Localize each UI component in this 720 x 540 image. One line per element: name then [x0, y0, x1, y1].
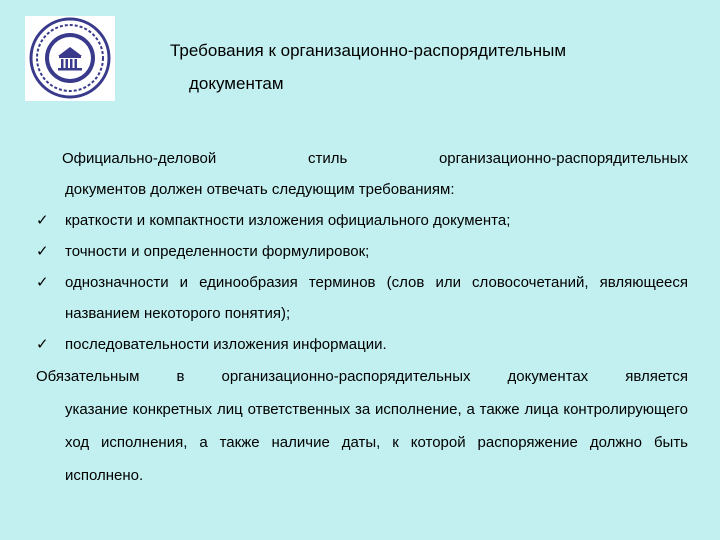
closing-paragraph [36, 360, 688, 492]
list-item [36, 236, 688, 267]
list-item-text: последовательности изложения информации. [65, 336, 387, 353]
list-item [36, 329, 688, 360]
university-seal-icon [25, 16, 115, 101]
title-line-2: документам [189, 74, 284, 93]
checkmark-icon: ✓ [36, 336, 49, 353]
list-item-text: точности и определенности формулировок; [65, 243, 370, 260]
checkmark-icon: ✓ [36, 274, 49, 291]
list-item [36, 205, 688, 236]
list-item [36, 267, 688, 329]
title-line-1: Требования к организационно-распорядительным [170, 41, 567, 60]
logo [25, 16, 115, 101]
document-body [36, 143, 688, 492]
checkmark-icon: ✓ [36, 243, 49, 260]
requirements-list [36, 205, 688, 360]
page-title [170, 34, 566, 100]
checkmark-icon: ✓ [36, 212, 49, 229]
intro-first-line: Официально-деловой стиль организационно-распорядительных [62, 150, 688, 167]
list-item-text: краткости и компактности изложения официального документа; [65, 212, 511, 229]
closing-first-line: Обязательным в организационно-распорядительных документах является [36, 368, 688, 385]
intro-paragraph [36, 143, 688, 205]
intro-rest: документов должен отвечать следующим требованиям: [65, 181, 455, 198]
list-item-text: однозначности и единообразия терминов (слов или словосочетаний, являющееся названием некоторого понятия); [65, 274, 688, 322]
closing-rest: указание конкретных лиц ответственных за исполнение, а также лица контролирующего ход исполнения, а также наличие даты, к которой распоряжение должно быть исполнено. [65, 401, 688, 484]
